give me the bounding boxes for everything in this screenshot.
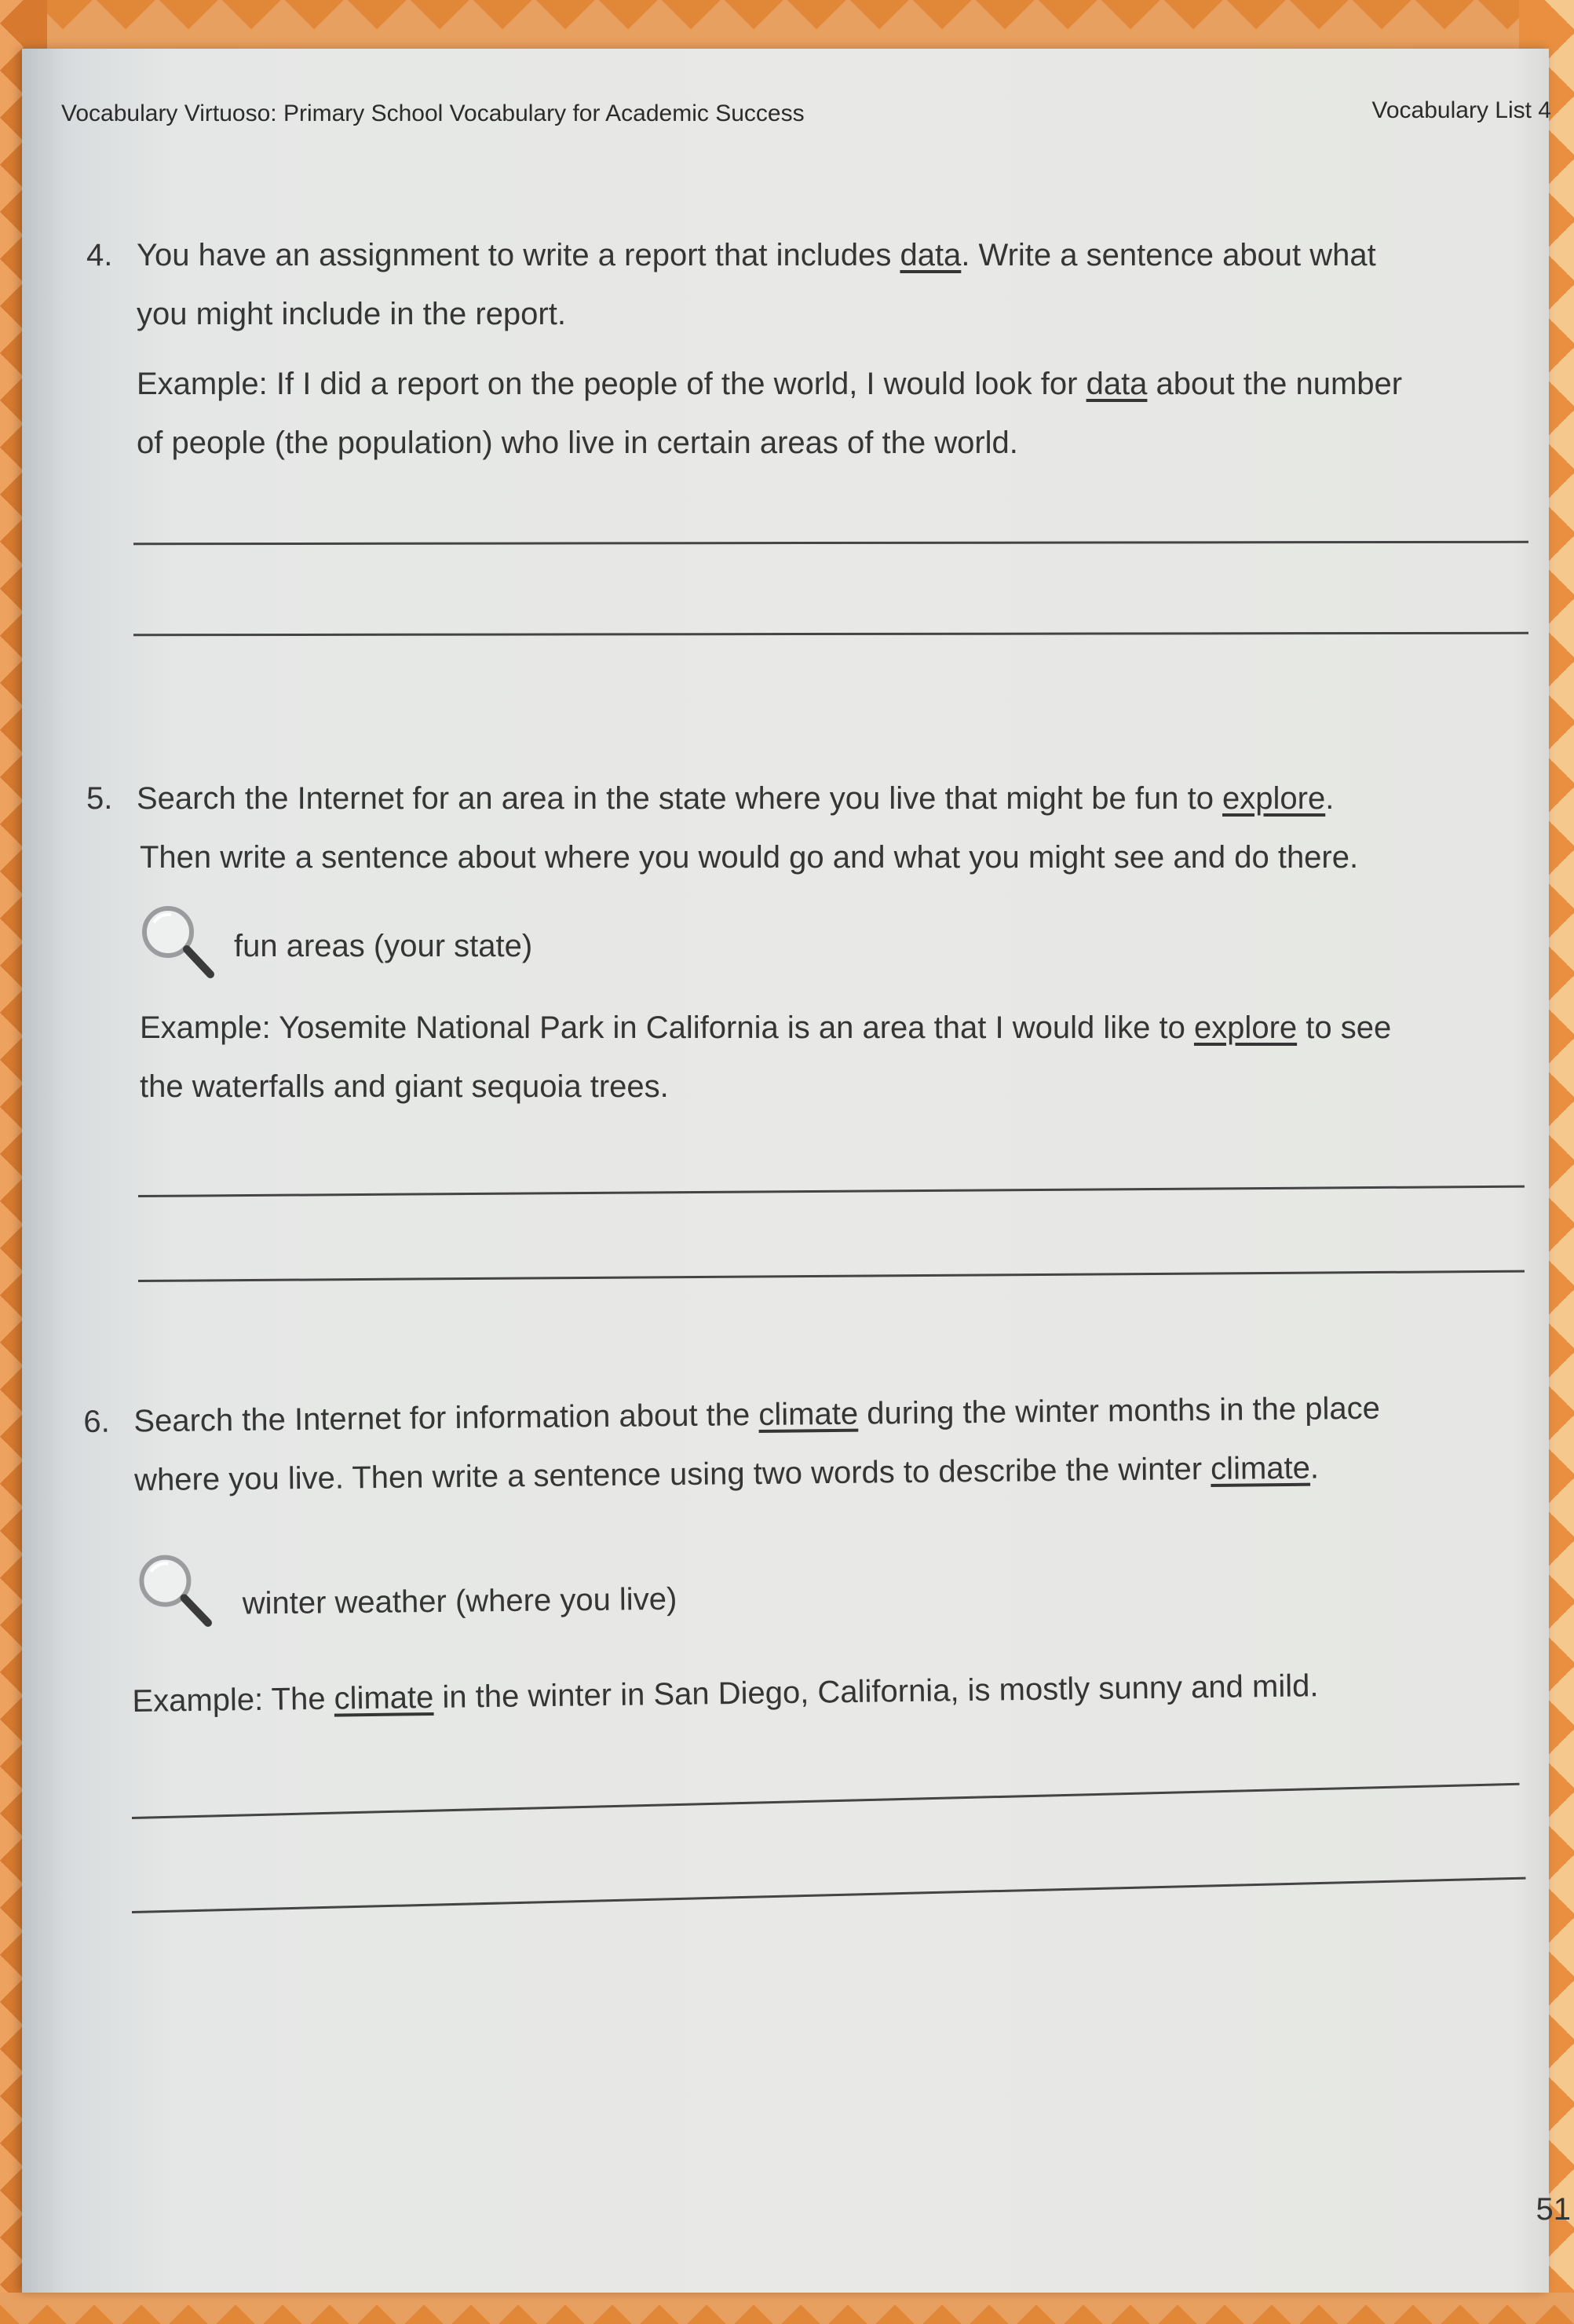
question-6: [83, 1378, 1543, 1498]
vocab-word: explore: [1222, 781, 1326, 816]
search-term-q6: [133, 1544, 684, 1621]
example-q4: Example: If I did a report on the people of the world, I would look for data about the number of people (the population) who live in certain areas of the world.: [137, 367, 1403, 460]
page-number: 51: [1536, 2192, 1571, 2227]
magnifying-glass-icon: [137, 901, 223, 987]
question-number: 6.: [83, 1404, 110, 1439]
answer-line[interactable]: [138, 1186, 1525, 1197]
bottom-decorative-border: [0, 2293, 1574, 2324]
worksheet-page: [22, 49, 1571, 2293]
vocab-word: climate: [758, 1396, 859, 1432]
vocab-word: explore: [1193, 1010, 1298, 1045]
question-text-line-1: Search the Internet for an area in the state where you live that might be fun to explore.: [137, 781, 1335, 816]
vocab-word: climate: [1210, 1450, 1311, 1486]
answer-line[interactable]: [133, 632, 1528, 636]
vocab-word: data: [1086, 367, 1148, 401]
search-term-text: fun areas (your state): [234, 929, 533, 963]
question-text-line-2: Then write a sentence about where you would go and what you might see and do there.: [140, 840, 1359, 875]
vocab-word: data: [900, 238, 962, 272]
answer-line[interactable]: [138, 1270, 1525, 1282]
question-text-line-2: you might include in the report.: [137, 297, 566, 331]
search-term-q5: [137, 901, 608, 963]
question-number: 5.: [86, 781, 113, 816]
question-text-line-2: where you live. Then write a sentence using two words to describe the winter climate.: [133, 1450, 1320, 1498]
book-title: Vocabulary Virtuoso: Primary School Vocabulary for Academic Success: [61, 100, 805, 126]
search-term-text: winter weather (where you live): [242, 1581, 677, 1621]
vocab-word: climate: [334, 1679, 434, 1716]
top-decorative-border: [0, 0, 1574, 55]
magnifying-glass-icon: [133, 1549, 221, 1636]
vocabulary-list-label: Vocabulary List 4: [1371, 97, 1551, 123]
example-q5: Example: Yosemite National Park in California is an area that I would like to explore to see the waterfalls and giant sequoia trees.: [140, 1010, 1392, 1104]
question-text-line-1: Search the Internet for information about the climate during the winter months in the place: [133, 1390, 1381, 1439]
question-text-line-1: You have an assignment to write a report that includes data. Write a sentence about what: [137, 238, 1376, 272]
question-number: 4.: [86, 238, 113, 272]
answer-line[interactable]: [133, 541, 1528, 545]
example-q6: Example: The climate in the winter in San Diego, California, is mostly sunny and mild.: [132, 1668, 1319, 1719]
answer-line[interactable]: [132, 1783, 1520, 1819]
answer-line[interactable]: [132, 1877, 1526, 1913]
